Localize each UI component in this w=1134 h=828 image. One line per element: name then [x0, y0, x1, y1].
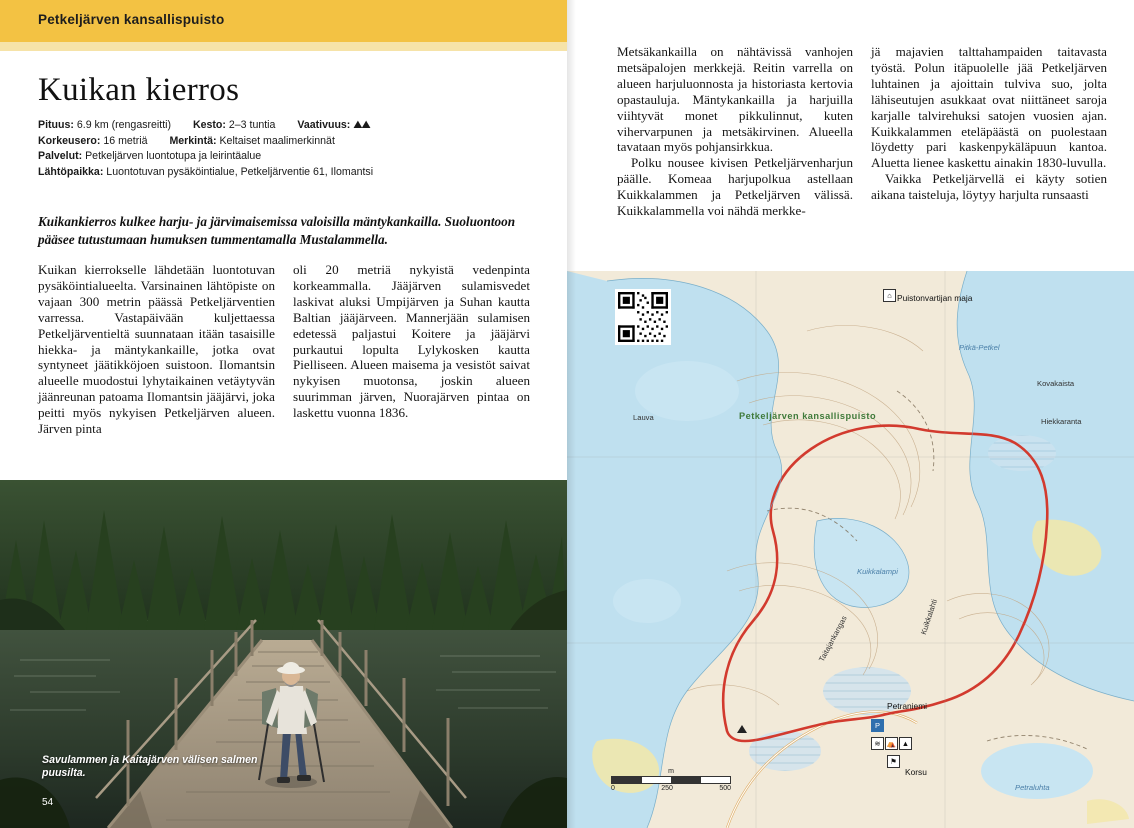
map-illustration — [567, 271, 1134, 828]
cabin-icon[interactable]: ⌂ — [883, 289, 896, 302]
map-label-hiekkaranta: Hiekkaranta — [1041, 417, 1082, 426]
header-band-accent — [0, 42, 567, 51]
parking-icon[interactable]: P — [871, 719, 884, 732]
duration-value: 2–3 tuntia — [228, 119, 276, 131]
right-column-1 — [617, 44, 853, 219]
body-paragraph: Vaikka Petkeljärvellä ei käyty sotien aikana taisteluja, löytyy harjulta runsaasti — [871, 171, 1107, 203]
map-label-kovakaista: Kovakaista — [1037, 379, 1075, 388]
services-value: Petkeljärven luontotupa ja leirintäalue — [85, 150, 262, 162]
campsite-icon[interactable]: ⛺ — [886, 739, 897, 748]
difficulty-label: Vaativuus: — [297, 119, 351, 131]
map-label-park: Petkeljärven kansallispuisto — [739, 411, 877, 421]
scale-tick-mid: 250 — [661, 785, 673, 792]
right-column-2 — [871, 44, 1107, 219]
qr-code-graphic — [618, 292, 668, 342]
duration-label: Kesto: — [192, 119, 226, 131]
facts-row-2 — [38, 134, 528, 150]
body-column-1 — [38, 262, 275, 462]
elevation-label: Korkeusero: — [38, 134, 101, 147]
park-name-header: Petkeljärven kansallispuisto — [38, 12, 225, 27]
scale-tick-end: 500 — [719, 785, 731, 792]
start-label: Lähtöpaikka: — [38, 165, 104, 178]
services-label: Palvelut: — [38, 150, 83, 162]
scale-tick-0: 0 — [611, 785, 615, 792]
photo-boardwalk-hiker — [0, 480, 567, 828]
qr-code[interactable] — [615, 289, 671, 345]
map-canvas[interactable] — [567, 271, 1134, 828]
swimming-icon[interactable]: ≋ — [871, 737, 884, 750]
map-label-petraniemi: Petraniemi — [887, 701, 928, 711]
scale-ticks — [611, 785, 731, 792]
map-label-kuikkalahti: Kuikkalahti — [919, 598, 939, 636]
map-label-korsu: Korsu — [905, 767, 927, 777]
map-scale-bar — [611, 768, 731, 792]
tent-icon[interactable]: ▲ — [899, 737, 912, 750]
trail-map[interactable] — [567, 271, 1134, 828]
length-value: 6.9 km (rengasreitti) — [76, 119, 172, 131]
scale-unit: m — [668, 768, 674, 775]
photo-caption: Savulammen ja Kaitajärven välisen salmen puusilta. — [42, 754, 258, 779]
body-column-2 — [293, 262, 530, 462]
scale-segments — [611, 776, 731, 784]
facts-row-3 — [38, 149, 528, 165]
difficulty-icon: ⛰⛰ — [353, 119, 370, 131]
facts-row-1 — [38, 118, 528, 134]
body-paragraph: Metsäkankailla on nähtävissä vanhojen metsäpalojen merkkejä. Reitin varrella on alueen harjuluonnosta ja historiasta kertovia opastauluja. Mäntykankailla ja harjuilla viihtyvät monet pikkulinnut, kuten vihervarpunen ja metsäkirvinen. Alueella tavataan myös pohjansirkkua. — [617, 44, 853, 155]
viewpoint-icon[interactable]: ⚑ — [887, 755, 900, 768]
map-label-kuikkalampi: Kuikkalampi — [857, 567, 898, 576]
left-body-columns — [38, 262, 530, 462]
map-label-taitajankangas: Taitajankangas — [817, 614, 849, 664]
length-label: Pituus: — [38, 119, 74, 131]
map-label-puistonvartijan-maja: Puistonvartijan maja — [897, 293, 973, 303]
route-intro: Kuikankierros kulkee harju- ja järvimaisemissa valoisilla mäntykankailla. Suoluontoon pääsee tutustumaan humuksen tummentamalla Mustalammella. — [38, 214, 516, 247]
body-paragraph: jä majavien talttahampaiden taitavasta työstä. Polun itäpuolelle jää Petkeljärven luhtainen ja ajoittain tulviva suo, jolta lähiseutujen asukkaat ovat niittäneet saroja karjalle talvirehuksi satojen vuosien ajan. Kuikkalammen eteläpäästä on puolestaan löydetty pari kaskenpykäläpuun kantoa. Aluetta lienee kaskettu ainakin 1830-luvulla. — [871, 44, 1107, 171]
right-body-columns — [617, 44, 1107, 219]
marking-value: Keltaiset maalimerkinnät — [219, 134, 335, 147]
body-paragraph: Kuikan kierrokselle lähdetään luontotuvan pysäköintialueelta. Varsinainen lähtöpiste on vajaan 300 metrin päässä Petkeljärventien varressa. Vastapäivään kuljettaessa Petkeljärventieltä suunnataan itään tasaisille hiekka- ja mäntykankaille, jotka ovat syntyneet jäätikköjoen suistoon. Ilomantsin alueelle muodostui lyhytaikainen vetäytyvän jäänreunan patoama Ilomantsin jääjärvi, joka peitti myös nykyisen Petkeljärven alueen. Järven pinta — [38, 262, 275, 437]
map-label-lauva: Lauva — [633, 413, 654, 422]
route-facts — [38, 118, 528, 180]
body-paragraph: Polku nousee kivisen Petkeljärvenharjun päälle. Komeaa harjupolkua astellaan Kuikkalammen ja Petkeljärven välissä. Kuikkalammella voi nähdä merkke- — [617, 155, 853, 219]
facts-row-4 — [38, 165, 528, 181]
map-label-pitka-petkel: Pitkä-Petkel — [959, 343, 1000, 352]
start-value: Luontotuvan pysäköintialue, Petkeljärventie 61, Ilomantsi — [106, 165, 374, 178]
page-title: Kuikan kierros — [38, 72, 240, 108]
body-paragraph: oli 20 metriä nykyistä vedenpinta korkeammalla. Jääjärven sulamisvedet laskivat aluksi Umpijärven ja Suhan kautta Baltian jääjärveen. Mannerjään sulamisen edetessä paljastui Koitere ja jääjärvi purkautui lopulta Lylykosken kautta Pielliseen. Alueen maisema ja vesistöt saivat nykyisen muotonsa, joskin alueen suurimman järven, Nuorajärven pintaa on laskettu vuonna 1836. — [293, 262, 530, 421]
elevation-value: 16 metriä — [103, 134, 148, 147]
map-label-petraluhta: Petraluhta — [1015, 783, 1050, 792]
page-number: 54 — [42, 797, 54, 808]
marking-label: Merkintä: — [169, 134, 217, 147]
